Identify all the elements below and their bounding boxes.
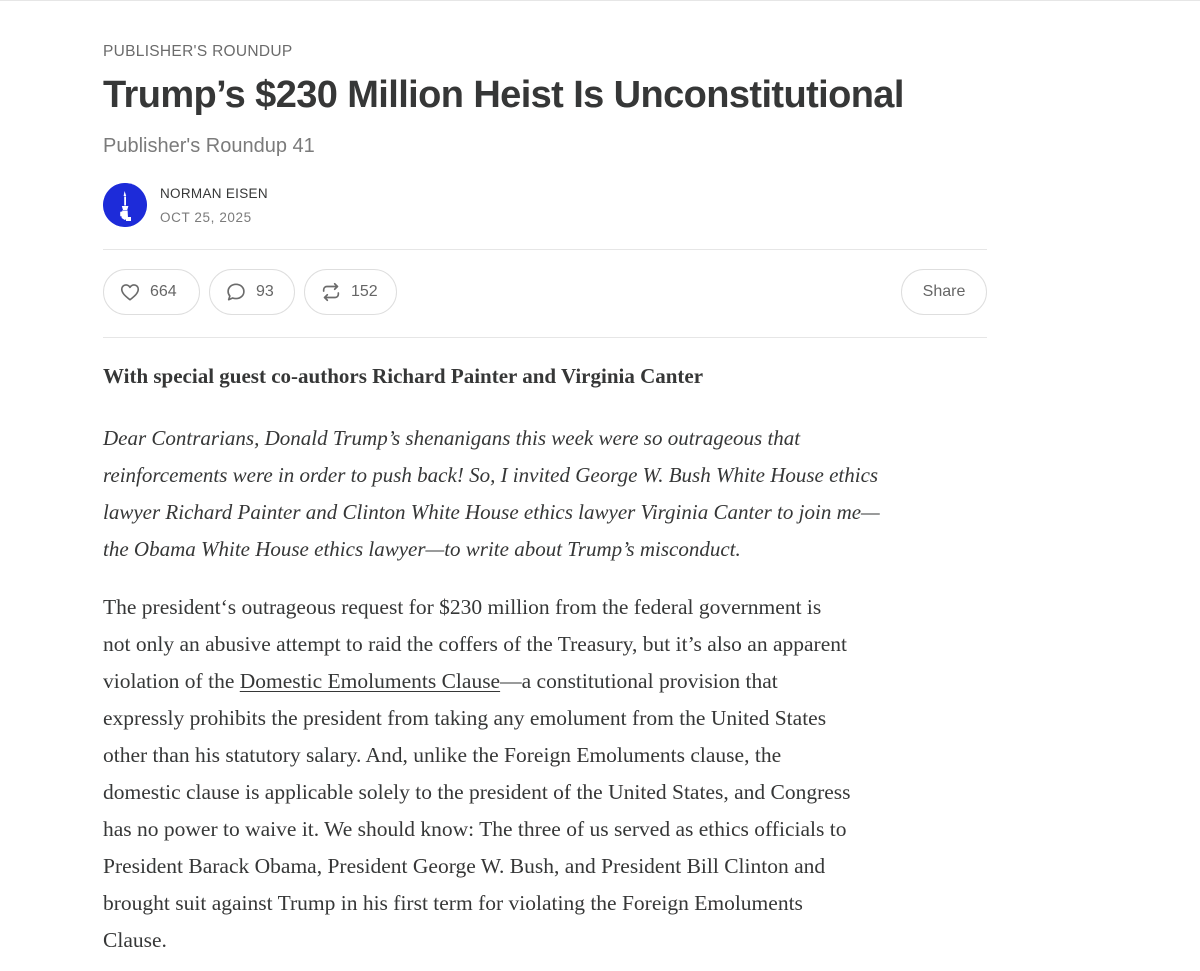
post-date: OCT 25, 2025: [160, 210, 252, 225]
top-border: [0, 0, 1200, 1]
paragraph-line: has no power to waive it. We should know: The three of us served as ethics officials to: [103, 817, 847, 841]
paragraph-text: —a constitutional provision that: [500, 669, 778, 693]
intro-line: Dear Contrarians, Donald Trump’s shenanigans this week were so outrageous that: [103, 426, 801, 450]
paragraph-line: Clause.: [103, 928, 167, 952]
heart-icon: [119, 281, 141, 303]
restack-button[interactable]: [304, 269, 397, 315]
intro-line: the Obama White House ethics lawyer—to write about Trump’s misconduct.: [103, 537, 741, 561]
byline: [103, 183, 503, 229]
torch-hand-logo: [103, 183, 147, 227]
divider: [103, 249, 987, 250]
post-subtitle: Publisher's Roundup 41: [103, 135, 315, 157]
comment-bubble-icon: [225, 281, 247, 303]
paragraph-line: domestic clause is applicable solely to the president of the United States, and Congress: [103, 780, 851, 804]
paragraph-line: not only an abusive attempt to raid the coffers of the Treasury, but it’s also an apparent: [103, 632, 847, 656]
paragraph-line: brought suit against Trump in his first term for violating the Foreign Emoluments: [103, 891, 803, 915]
paragraph-line-with-link: [103, 663, 987, 700]
paragraph-line: other than his statutory salary. And, unlike the Foreign Emoluments clause, the: [103, 743, 782, 767]
intro-line: lawyer Richard Painter and Clinton White House ethics lawyer Virginia Canter to join me—: [103, 500, 880, 524]
author-avatar[interactable]: [103, 183, 147, 227]
comment-button[interactable]: [209, 269, 295, 315]
intro-line: reinforcements were in order to push back! So, I invited George W. Bush White House ethics: [103, 463, 879, 487]
post-eyebrow[interactable]: PUBLISHER'S ROUNDUP: [103, 43, 293, 60]
domestic-emoluments-link[interactable]: Domestic Emoluments Clause: [239, 669, 501, 693]
like-button[interactable]: [103, 269, 200, 315]
share-button[interactable]: [901, 269, 987, 315]
coauthors-line: With special guest co-authors Richard Painter and Virginia Canter: [103, 364, 704, 388]
post-title: Trump’s $230 Million Heist Is Unconstitutional: [103, 74, 904, 116]
paragraph-line: expressly prohibits the president from taking any emolument from the United States: [103, 706, 827, 730]
body-paragraph: [103, 589, 987, 959]
like-count: 664: [150, 283, 177, 300]
restack-arrows-icon: [320, 281, 342, 303]
comment-count: 93: [256, 283, 274, 300]
intro-paragraph: [103, 420, 987, 568]
share-label: Share: [922, 283, 966, 300]
restack-count: 152: [351, 283, 378, 300]
paragraph-line: President Barack Obama, President George W. Bush, and President Bill Clinton and: [103, 854, 826, 878]
author-name[interactable]: NORMAN EISEN: [160, 186, 268, 201]
paragraph-text: violation of the: [103, 669, 240, 693]
divider: [103, 337, 987, 338]
paragraph-line: The president‘s outrageous request for $230 million from the federal government is: [103, 595, 822, 619]
